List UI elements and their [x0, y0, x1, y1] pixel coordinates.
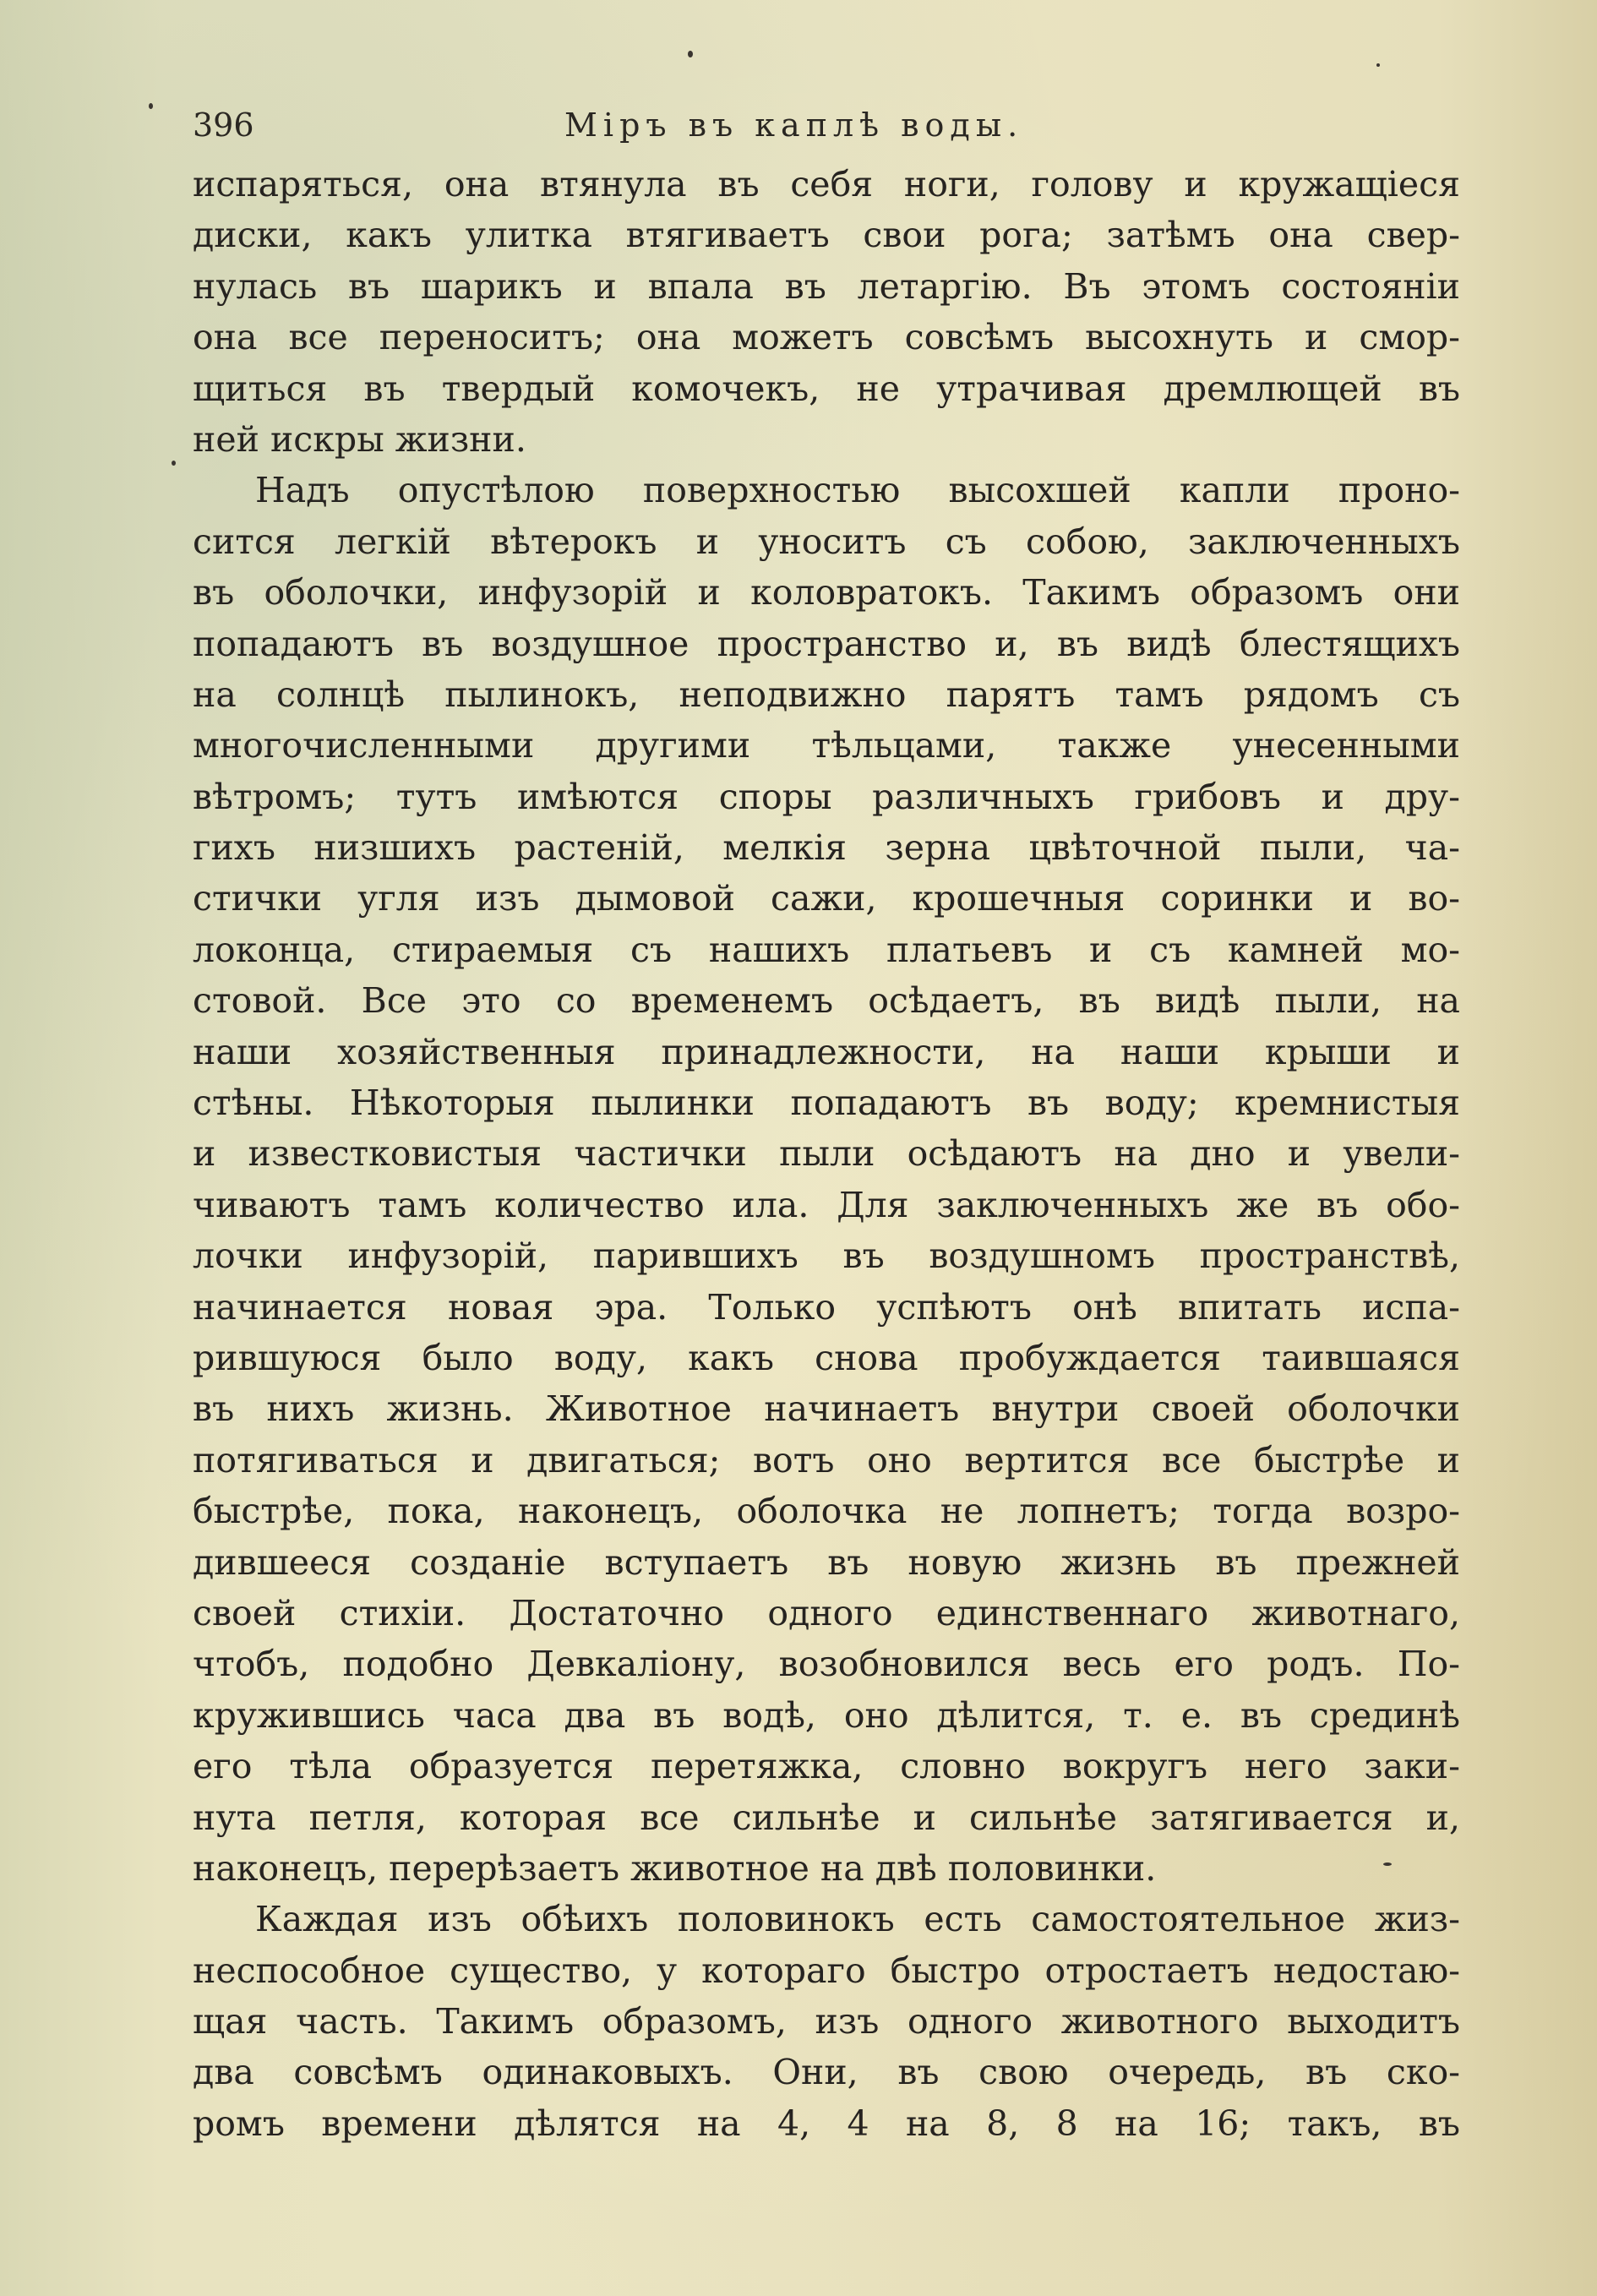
- ink-speck: [172, 461, 176, 466]
- text-line: лочки инфузорій, парившихъ въ воздушномъ пространствѣ,: [193, 1235, 1460, 1277]
- text-line: и известковистыя частички пыли осѣдаютъ на дно и увели-: [193, 1133, 1460, 1175]
- text-line: Каждая изъ обѣихъ половинокъ есть самостоятельное жиз-: [255, 1899, 1460, 1940]
- text-line: кружившись часа два въ водѣ, оно дѣлится, т. е. въ срединѣ: [193, 1694, 1460, 1736]
- text-line: диски, какъ улитка втягиваетъ свои рога; затѣмъ она свер-: [193, 215, 1460, 256]
- ink-speck: [1383, 1862, 1392, 1866]
- text-line: начинается новая эра. Только успѣютъ онѣ впитать испа-: [193, 1286, 1460, 1328]
- text-line: ней искры жизни.: [193, 418, 526, 460]
- text-line: два совсѣмъ одинаковыхъ. Они, въ свою очередь, въ ско-: [193, 2052, 1460, 2093]
- text-line: она все переноситъ; она можетъ совсѣмъ высохнуть и смор-: [193, 317, 1460, 358]
- text-line: наши хозяйственныя принадлежности, на наши крыши и: [193, 1031, 1460, 1072]
- text-line: испаряться, она втянула въ себя ноги, голову и кружащіеся: [193, 164, 1460, 205]
- text-line: многочисленными другими тѣльцами, также унесенными: [193, 725, 1460, 766]
- running-title: Міръ въ каплѣ воды.: [564, 106, 1024, 144]
- text-line: стички угля изъ дымовой сажи, крошечныя соринки и во-: [193, 878, 1460, 919]
- ink-speck: [149, 103, 153, 109]
- text-line: рившуюся было воду, какъ снова пробуждается таившаяся: [193, 1337, 1460, 1378]
- text-line: потягиваться и двигаться; вотъ оно вертится все быстрѣе и: [193, 1439, 1460, 1481]
- text-line: чтобъ, подобно Девкаліону, возобновился весь его родъ. По-: [193, 1644, 1460, 1685]
- text-line: щиться въ твердый комочекъ, не утрачивая дремлющей въ: [193, 368, 1460, 409]
- text-line: въ нихъ жизнь. Животное начинаетъ внутри своей оболочки: [193, 1388, 1460, 1430]
- text-line: его тѣла образуется перетяжка, словно вокругъ него заки-: [193, 1746, 1460, 1787]
- body-text: [193, 159, 1460, 2149]
- text-line: своей стихіи. Достаточно одного единственнаго животнаго,: [193, 1592, 1460, 1633]
- text-line: гихъ низшихъ растеній, мелкія зерна цвѣточной пыли, ча-: [193, 827, 1460, 869]
- page-number: 396: [193, 106, 254, 144]
- text-line: стовой. Все это со временемъ осѣдаетъ, въ видѣ пыли, на: [193, 980, 1460, 1022]
- ink-speck: [688, 51, 693, 57]
- running-head: [193, 100, 1460, 150]
- text-line: чиваютъ тамъ количество ила. Для заключенныхъ же въ обо-: [193, 1184, 1460, 1225]
- text-line: вѣтромъ; тутъ имѣются споры различныхъ грибовъ и дру-: [193, 776, 1460, 817]
- text-line: Надъ опустѣлою поверхностью высохшей капли проно-: [255, 470, 1460, 511]
- text-line: щая часть. Такимъ образомъ, изъ одного животного выходитъ: [193, 2001, 1460, 2042]
- text-line: дившееся созданіе вступаетъ въ новую жизнь въ прежней: [193, 1541, 1460, 1583]
- text-line: сится легкій вѣтерокъ и уноситъ съ собою, заключенныхъ: [193, 521, 1460, 562]
- text-line: нулась въ шарикъ и впала въ летаргію. Въ этомъ состояніи: [193, 265, 1460, 307]
- text-line: наконецъ, перерѣзаетъ животное на двѣ половинки.: [193, 1847, 1157, 1889]
- text-line: быстрѣе, пока, наконецъ, оболочка не лопнетъ; тогда возро-: [193, 1491, 1460, 1532]
- text-line: нута петля, которая все сильнѣе и сильнѣе затягивается и,: [193, 1797, 1460, 1838]
- text-line: стѣны. Нѣкоторыя пылинки попадаютъ въ воду; кремнистыя: [193, 1083, 1460, 1124]
- text-line: локонца, стираемыя съ нашихъ платьевъ и съ камней мо-: [193, 929, 1460, 970]
- text-line: попадаютъ въ воздушное пространство и, въ видѣ блестящихъ: [193, 623, 1460, 664]
- ink-speck: [1376, 63, 1380, 67]
- text-line: въ оболочки, инфузорій и коловратокъ. Такимъ образомъ они: [193, 572, 1460, 614]
- text-line: неспособное существо, у котораго быстро отростаетъ недостаю-: [193, 1950, 1460, 1991]
- text-line: ромъ времени дѣлятся на 4, 4 на 8, 8 на 16; такъ, въ: [193, 2102, 1460, 2144]
- text-line: на солнцѣ пылинокъ, неподвижно парятъ тамъ рядомъ съ: [193, 674, 1460, 715]
